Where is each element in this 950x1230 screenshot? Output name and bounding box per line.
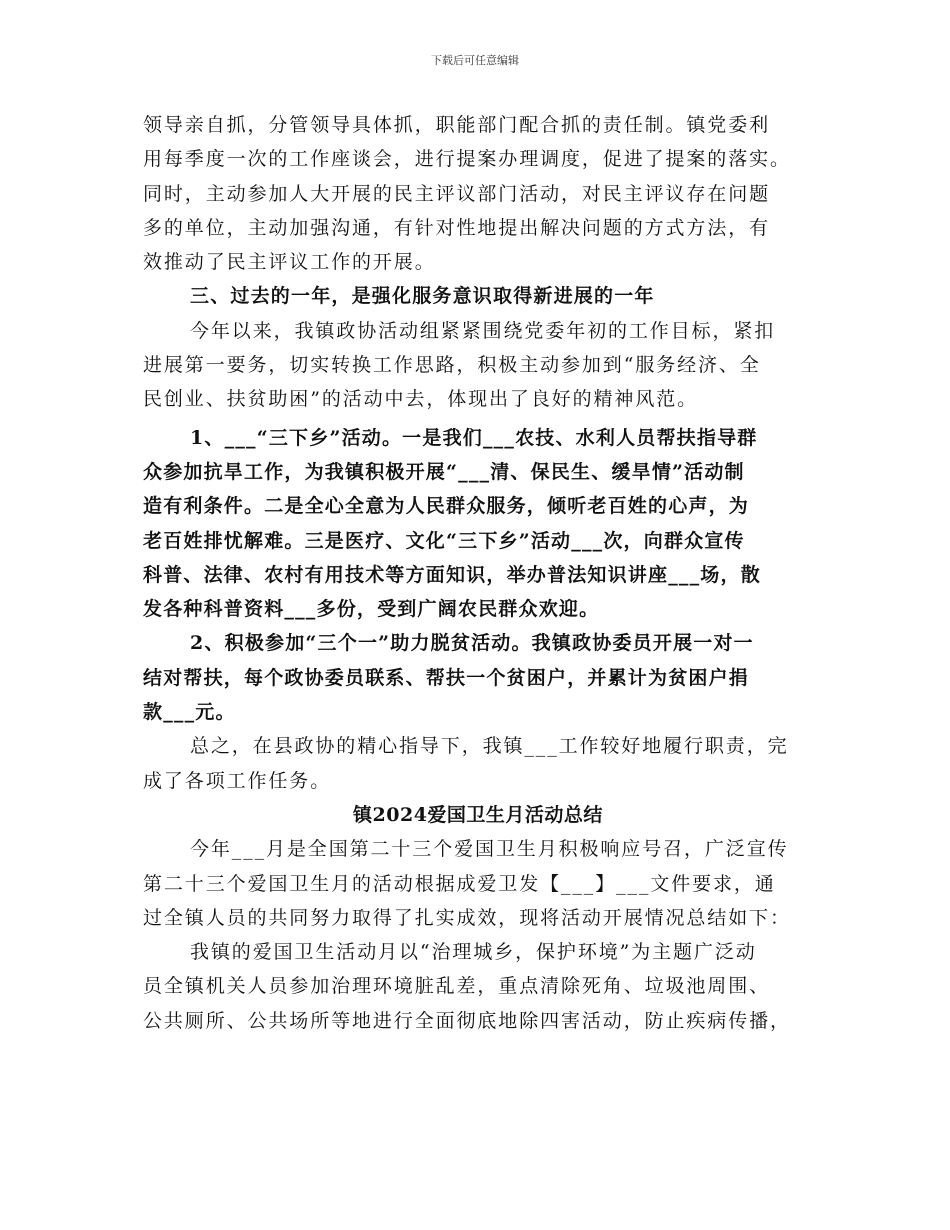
bold-paragraph-line: 款___元。	[143, 701, 236, 724]
bold-paragraph-line: 众参加抗旱工作，为我镇积极开展“___清、保民生、缓旱情”活动制	[143, 460, 745, 483]
paragraph-line: 民创业、扶贫助困”的活动中去，体现出了良好的精神风范。	[143, 388, 699, 411]
paragraph-line: 效推动了民主评议工作的开展。	[143, 251, 436, 274]
paragraph-line: 总之，在县政协的精心指导下，我镇___工作较好地履行职责，完	[190, 735, 789, 758]
bold-paragraph-line: 2、积极参加“三个一”助力脱贫活动。我镇政协委员开展一对一	[190, 632, 754, 655]
paragraph-line: 进展第一要务，切实转换工作思路，积极主动参加到“服务经济、全	[143, 354, 761, 377]
paragraph-line: 公共厕所、公共场所等地进行全面彻底地除四害活动，防止疾病传播，	[143, 1009, 791, 1032]
paragraph-line: 多的单位，主动加强沟通，有针对性地提出解决问题的方式方法，有	[143, 216, 771, 239]
bold-paragraph-line: 发各种科普资料___多份，受到广阔农民群众欢迎。	[143, 598, 600, 621]
bold-paragraph-line: 老百姓排忧解难。三是医疗、文化“三下乡”活动___次，向群众宣传	[143, 529, 745, 552]
paragraph-line: 过全镇人员的共同努力取得了扎实成效，现将活动开展情况总结如下：	[143, 906, 791, 929]
paragraph-line: 同时，主动参加人大开展的民主评议部门活动，对民主评议存在问题	[143, 182, 771, 205]
paragraph-line: 成了各项工作任务。	[143, 769, 332, 792]
paragraph-line: 领导亲自抓，分管领导具体抓，职能部门配合抓的责任制。镇党委利	[143, 114, 771, 136]
paragraph-line: 今年以来，我镇政协活动组紧紧围绕党委年初的工作目标，紧扣	[190, 319, 776, 342]
paragraph-line: 我镇的爱国卫生活动月以“治理城乡，保护环境”为主题广泛动	[190, 941, 757, 964]
document-body	[143, 108, 813, 1038]
paragraph-line: 今年___月是全国第二十三个爱国卫生月积极响应号召，广泛宣传	[190, 838, 789, 861]
bold-paragraph-line: 造有利条件。二是全心全意为人民群众服务，倾听老百姓的心声，为	[143, 495, 750, 518]
bold-paragraph-line: 科普、法律、农村有用技术等方面知识，举办普法知识讲座___场，散	[143, 563, 761, 586]
paragraph-line: 员全镇机关人员参加治理环境脏乱差，重点清除死角、垃圾池周围、	[143, 975, 771, 998]
paragraph-line: 用每季度一次的工作座谈会，进行提案办理调度，促进了提案的落实。	[143, 148, 791, 171]
paragraph-line: 第二十三个爱国卫生月的活动根据成爱卫发【___】___文件要求，通	[143, 872, 776, 895]
document-title: 镇2024爱国卫生月活动总结	[353, 803, 603, 826]
bold-paragraph-line: 结对帮扶，每个政协委员联系、帮扶一个贫困户，并累计为贫困户捐	[143, 666, 750, 689]
page-header: 下载后可任意编辑	[431, 54, 519, 67]
bold-paragraph-line: 1、___“三下乡”活动。一是我们___农技、水利人员帮扶指导群	[190, 426, 758, 449]
section-heading: 三、过去的一年，是强化服务意识取得新进展的一年	[190, 285, 655, 308]
